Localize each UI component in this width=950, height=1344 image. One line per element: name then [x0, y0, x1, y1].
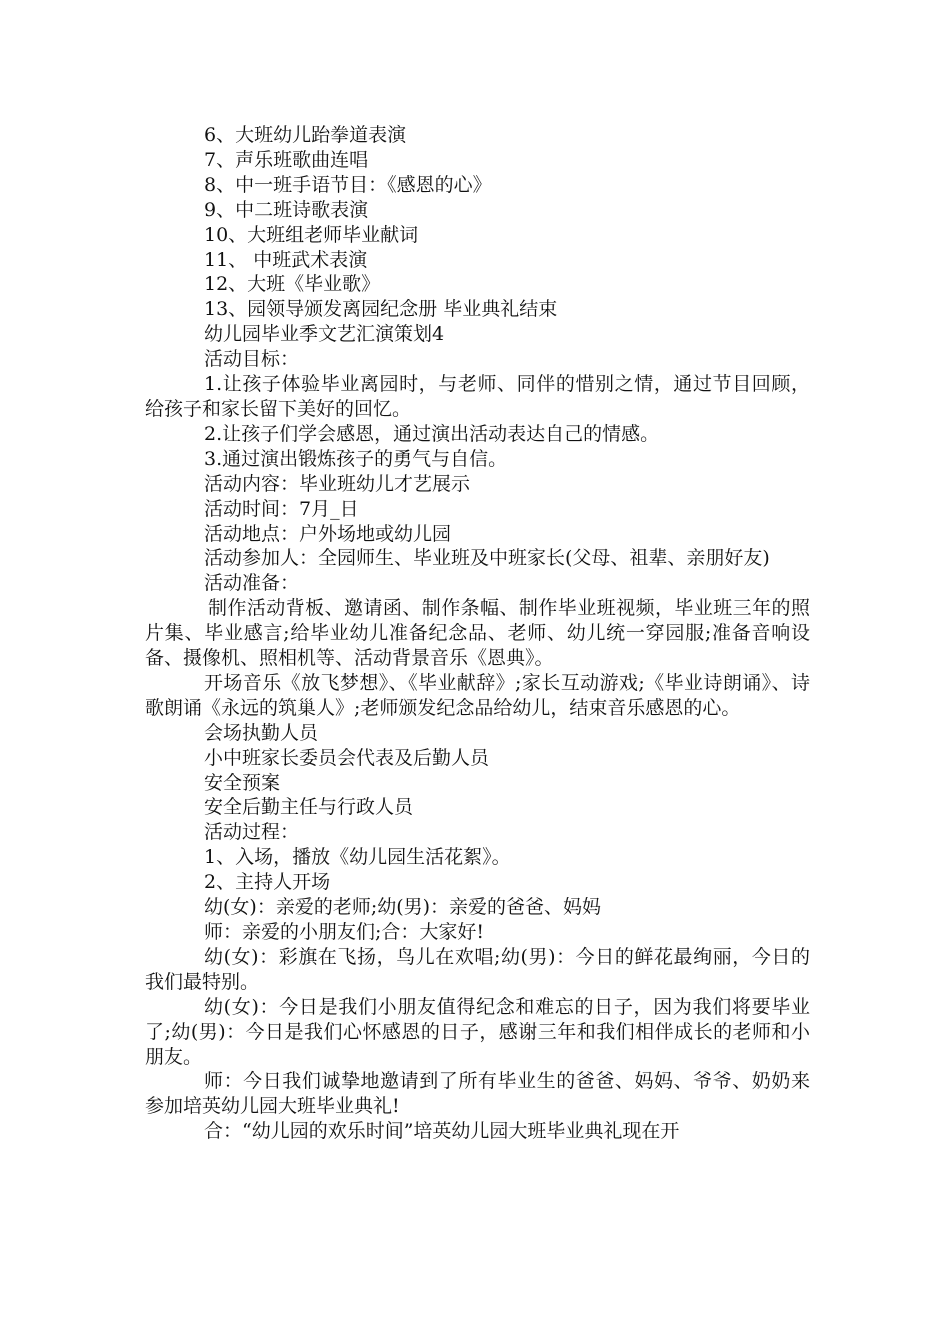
program-item-6: 6、大班幼儿跆拳道表演 — [204, 124, 407, 146]
preparation-heading: 活动准备： — [204, 572, 300, 595]
activity-participants: 活动参加人：全园师生、毕业班及中班家长(父母、祖辈、亲朋好友) — [204, 547, 770, 570]
dialogue-line-3: 幼(女)：彩旗在飞扬，鸟儿在欢唱;幼(男)：今日的鲜花最绚丽，今日的我们最特别。 — [145, 945, 810, 993]
dialogue-line-2: 师：亲爱的小朋友们;合：大家好! — [204, 921, 485, 943]
dialogue-line-6: 合：“幼儿园的欢乐时间”培英幼儿园大班毕业典礼现在开 — [204, 1120, 680, 1143]
safety-plan-detail: 安全后勤主任与行政人员 — [204, 796, 414, 819]
program-item-8: 8、中一班手语节目：《感恩的心》 — [204, 173, 492, 196]
duty-staff-detail: 小中班家长委员会代表及后勤人员 — [204, 746, 490, 769]
dialogue-line-5: 师：今日我们诚挚地邀请到了所有毕业生的爸爸、妈妈、爷爷、奶奶来参加培英幼儿园大班毕业典礼! — [145, 1070, 810, 1118]
duty-staff-heading: 会场执勤人员 — [204, 721, 319, 744]
goal-1: 1.让孩子体验毕业离园时，与老师、同伴的惜别之情，通过节目回顾，给孩子和家长留下美好的回忆。 — [145, 373, 810, 420]
program-item-12: 12、大班《毕业歌》 — [204, 273, 381, 296]
process-heading: 活动过程： — [204, 821, 300, 844]
music-paragraph: 开场音乐《放飞梦想》、《毕业献辞》;家长互动游戏;《毕业诗朗诵》、诗歌朗诵《永远的筑巢人》;老师颁发纪念品给幼儿，结束音乐感恩的心。 — [145, 671, 810, 719]
section-title: 幼儿园毕业季文艺汇演策划4 — [204, 323, 445, 346]
program-item-7: 7、声乐班歌曲连唱 — [204, 148, 369, 171]
process-step-2: 2、主持人开场 — [204, 871, 331, 894]
program-item-11: 11、 中班武术表演 — [204, 248, 368, 271]
safety-plan-heading: 安全预案 — [204, 771, 281, 794]
goal-3: 3.通过演出锻炼孩子的勇气与自信。 — [204, 447, 508, 470]
dialogue-line-1: 幼(女)：亲爱的老师;幼(男)：亲爱的爸爸、妈妈 — [204, 896, 602, 919]
dialogue-line-4: 幼(女)：今日是我们小朋友值得纪念和难忘的日子，因为我们将要毕业了;幼(男)：今日是我们心怀感恩的日子，感谢三年和我们相伴成长的老师和小朋友。 — [145, 995, 810, 1068]
program-item-9: 9、中二班诗歌表演 — [204, 198, 369, 221]
activity-location: 活动地点：户外场地或幼儿园 — [204, 522, 452, 545]
program-item-10: 10、大班组老师毕业献词 — [204, 223, 419, 246]
activity-content: 活动内容：毕业班幼儿才艺展示 — [204, 472, 471, 495]
activity-time: 活动时间：7月_日 — [204, 497, 359, 520]
document-body — [145, 123, 810, 1144]
goal-2: 2.让孩子们学会感恩，通过演出活动表达自己的情感。 — [204, 422, 660, 445]
process-step-1: 1、入场，播放《幼儿园生活花絮》。 — [204, 846, 511, 869]
program-item-13: 13、园领导颁发离园纪念册 毕业典礼结束 — [204, 298, 558, 321]
goals-heading: 活动目标： — [204, 348, 300, 371]
preparation-paragraph: 制作活动背板、邀请函、制作条幅、制作毕业班视频，毕业班三年的照片集、毕业感言;给毕业幼儿准备纪念品、老师、幼儿统一穿园服;准备音响设备、摄像机、照相机等、活动背景音乐《恩典》。 — [145, 597, 810, 670]
